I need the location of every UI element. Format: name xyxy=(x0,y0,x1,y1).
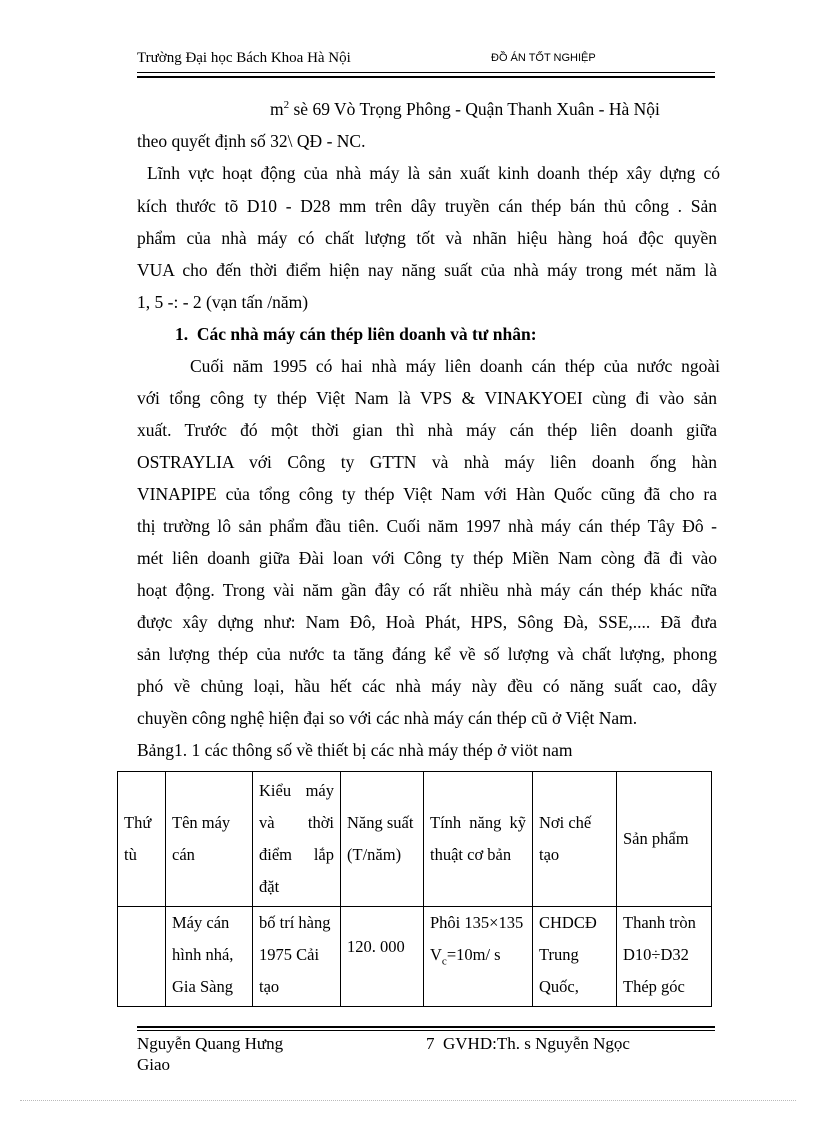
footer-author: Nguyễn Quang Hưng xyxy=(137,1034,284,1053)
p2-line-4: VUA cho đến thời điểm hiện nay năng suất của nhà máy trong mét năm là xyxy=(137,260,717,280)
table-row xyxy=(118,907,712,1007)
page-number: 7 xyxy=(426,1034,435,1053)
footer-rule-thin xyxy=(137,1030,715,1031)
equipment-table xyxy=(117,771,712,1007)
velocity-value: =10m/ s xyxy=(446,945,501,964)
p2-line-3: phẩm của nhà máy có chất lượng tốt và nhãn hiệu hàng hoá độc quyền xyxy=(137,228,717,248)
p3-line-4: OSTRAYLIA với Công ty GTTN và nhà máy liên doanh ống hàn xyxy=(137,452,717,472)
p3-line-12: chuyền công nghệ hiện đại so với các nhà máy cán thép cũ ở Việt Nam. xyxy=(137,708,638,728)
header-cell-specs: Tính năng kỹ thuật cơ bản xyxy=(424,772,533,907)
header-cell-product: Sản phẩm xyxy=(617,772,712,907)
p3-line-7: mét liên doanh giữa Đài loan với Công ty thép Miền Nam còng đã đi vào xyxy=(137,548,717,568)
p3-line-10: sản lượng thép của nước ta tăng đáng kể về số lượng và chất lượng, phong xyxy=(137,644,717,664)
header-university: Trường Đại học Bách Khoa Hà Nội xyxy=(137,50,351,66)
p3-line-9: được xây dựng như: Nam Đô, Hoà Phát, HPS, Sông Đà, SSE,.... Đã đưa xyxy=(137,612,717,632)
intro-line-2: theo quyết định số 32\ QĐ - NC. xyxy=(137,131,366,151)
section-heading xyxy=(175,324,755,345)
footer-advisor-cont: Giao xyxy=(137,1055,171,1074)
p3-line-6: thị trường lô sản phẩm đầu tiên. Cuối năm 1997 nhà máy cán thép Tây Đô - xyxy=(137,516,717,536)
cell-type: bố trí hàng 1975 Cải tạo xyxy=(253,907,341,1007)
cell-origin: CHDCĐ Trung Quốc, xyxy=(533,907,617,1007)
heading-number: 1. xyxy=(175,324,189,344)
p2-line-5: 1, 5 -: - 2 (vạn tấn /năm) xyxy=(137,292,309,312)
p2-line-1: Lĩnh vực hoạt động của nhà máy là sản xuất kinh doanh thép xây dựng có xyxy=(147,163,720,183)
p3-line-11: phó về chủng loại, hầu hết các nhà máy này đều có năng suất cao, dây xyxy=(137,676,717,696)
header-cell-type: Kiểu máy và thời điểm lắp đặt xyxy=(253,772,341,907)
cell-product: Thanh tròn D10÷D32 Thép góc xyxy=(617,907,712,1007)
header-cell-origin: Nơi chế tạo xyxy=(533,772,617,907)
p3-line-8: hoạt động. Trong vài năm gần đây có rất nhiều nhà máy cán thép khác nữa xyxy=(137,580,717,600)
header-cell-machine: Tên máy cán xyxy=(166,772,253,907)
footer-right xyxy=(426,1034,630,1054)
p3-line-1: Cuối năm 1995 có hai nhà máy liên doanh cán thép của nước ngoài xyxy=(190,356,720,376)
table-caption: Bảng1. 1 các thông số về thiết bị các nhà máy thép ở viöt nam xyxy=(137,740,573,760)
header-cell-capacity: Năng suất (T/năm) xyxy=(341,772,424,907)
cell-machine: Máy cán hình nhá, Gia Sàng xyxy=(166,907,253,1007)
velocity-subscript: c xyxy=(441,955,447,968)
unit-text: m xyxy=(270,99,284,119)
cell-specs xyxy=(424,907,533,1007)
table-header-row xyxy=(118,772,712,907)
specs-velocity xyxy=(430,939,526,977)
cell-index xyxy=(118,907,166,1007)
velocity-symbol: V xyxy=(430,945,442,964)
header-title: ĐỒ ÁN TỐT NGHIỆP xyxy=(491,52,596,64)
footer-advisor: GVHD:Th. s Nguyễn Ngọc xyxy=(443,1034,630,1053)
p3-line-5: VINAPIPE của tổng công ty thép Việt Nam với Hàn Quốc cũng đã cho ra xyxy=(137,484,717,504)
address-text: sè 69 Vò Trọng Phông - Quận Thanh Xuân - Hà Nội xyxy=(289,99,660,119)
header-rule-thick xyxy=(137,76,715,78)
p2-line-2: kích thước tõ D10 - D28 mm trên dây truyền cán thép bán thủ công . Sản xyxy=(137,196,717,216)
intro-line-1 xyxy=(270,99,720,120)
heading-text: Các nhà máy cán thép liên doanh và tư nhân: xyxy=(196,324,537,344)
footer-rule-thick xyxy=(137,1026,715,1028)
page-bottom-divider xyxy=(20,1100,796,1101)
p3-line-3: xuất. Trước đó một thời gian thì nhà máy cán thép liên doanh giữa xyxy=(137,420,717,440)
p3-line-2: với tổng công ty thép Việt Nam là VPS & VINAKYOEI cùng đi vào sản xyxy=(137,388,717,408)
header-cell-index: Thứ tù xyxy=(118,772,166,907)
header-rule-thin xyxy=(137,72,715,73)
cell-capacity: 120. 000 xyxy=(341,907,424,1007)
unit-superscript: 2 xyxy=(283,99,290,111)
specs-billet: Phôi 135×135 xyxy=(430,913,524,932)
